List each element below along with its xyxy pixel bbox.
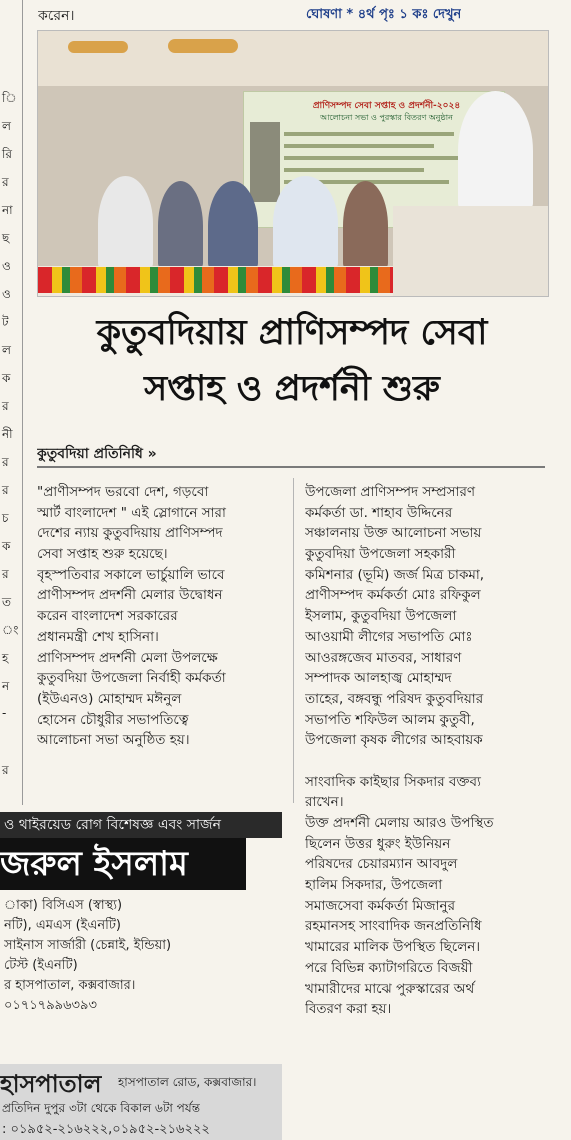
cropped-text-fragment: ও (2, 287, 11, 301)
cropped-text-fragment: হ (2, 651, 9, 665)
article-line: প্রধানমন্ত্রী শেখ হাসিনা। (37, 628, 159, 645)
top-left-fragment: করেন। (38, 8, 75, 24)
cropped-text-fragment: ি (2, 91, 17, 105)
cropped-text-fragment: র (2, 175, 9, 189)
article-line: বৃহস্পতিবার সকালে ভার্চুয়ালি ভাবে (37, 566, 225, 583)
article-line: প্রাণীসম্পদ প্রদর্শনী মেলার উদ্বোধন (37, 587, 223, 604)
article-line: হালিম সিকদার, উপজেলা (305, 877, 443, 894)
ad-credential-line: ০১৭১৭৯৯৬৩৯৩ (4, 998, 97, 1013)
ad-time: প্রতিদিন দুপুর ৩টা থেকে বিকাল ৬টা পর্যন্ত (2, 1101, 200, 1115)
article-line: প্রাণীসম্পদ কর্মকর্তা মোঃ রফিকুল (305, 587, 481, 604)
cropped-text-fragment: ছ (2, 231, 10, 245)
article-line: সঞ্চালনায় উক্ত আলোচনা সভায় (305, 525, 482, 542)
article-line: আওয়ামী লীগের সভাপতি মোঃ (305, 628, 473, 645)
column-divider (22, 0, 23, 805)
article-line: পরে বিভিন্ন ক্যাটাগরিতে বিজয়ী (305, 959, 473, 976)
article-line: তাহের, বঙ্গবন্ধু পরিষদ কুতুবদিয়ার (305, 690, 484, 707)
article-line: খামারীদের মাঝে পুরুস্কারের অর্থ (305, 980, 475, 997)
article-line: পরিষদের চেয়ারম্যান আবদুল (305, 856, 458, 873)
article-line: সমাজসেবা কর্মকর্তা মিজানুর (305, 897, 456, 914)
banner-text-line (284, 168, 424, 172)
cropped-text-fragment: ং (2, 623, 19, 637)
article-line: "প্রাণীসম্পদ ভরবো দেশ, গড়বো (37, 484, 209, 500)
doctor-advertisement (0, 812, 282, 1140)
ad-address: হাসপাতাল রোড, কক্সবাজার। (118, 1075, 257, 1089)
column-rule (293, 478, 294, 803)
article-line: উক্ত প্রদর্শনী মেলায় আরও উপস্থিত (305, 815, 494, 831)
article-line: উপজেলা প্রাণিসম্পদ সম্প্রসারণ (305, 484, 476, 500)
headline-line-1: কুতুবদিয়ায় প্রাণিসম্পদ সেবা (96, 313, 488, 353)
article-line: স্মার্ট বাংলাদেশ " এই স্লোগানে সারা (37, 504, 226, 521)
cropped-text-fragment: ত (2, 595, 12, 609)
article-line: কর্মকর্তা ডা. শাহাব উদ্দিনের (305, 504, 453, 521)
news-photo (37, 30, 549, 297)
article-line: সভাপতি শফিউল আলম কুতুবী, (305, 711, 475, 728)
article-line: কমিশনার (ভূমি) জর্জ মিত্র চাকমা, (305, 566, 485, 583)
ad-doctor-name: জরুল ইসলাম (0, 838, 246, 890)
cropped-text-fragment: র (2, 763, 9, 777)
ad-hospital-block (0, 1064, 282, 1140)
continuation-note: ঘোষণা * ৪র্থ পৃঃ ১ কঃ দেখুন (306, 7, 462, 22)
attendee (98, 176, 153, 271)
article-line: খামারের মালিক উপস্থিত ছিলেন। (305, 939, 481, 956)
tent-canopy (38, 31, 548, 86)
ad-phone: : ০১৯৫২-২১৬২২২,০১৯৫২-২১৬২২২ (2, 1122, 210, 1137)
cropped-text-fragment: চ (2, 511, 9, 525)
banner-title: প্রাণিসম্পদ সেবা সপ্তাহ ও প্রদর্শনী-২০২৪ (312, 101, 461, 111)
article-line: রাখেন। (305, 794, 344, 811)
cropped-text-fragment: ট (2, 315, 9, 329)
ad-credential-line: নটি), এমএস (ইএনটি) (4, 918, 121, 933)
cropped-text-fragment: ক (2, 371, 11, 385)
article-column-1 (37, 482, 282, 751)
cropped-text-fragment: র (2, 455, 9, 469)
article-column-2 (305, 482, 545, 1020)
banner-text-line (284, 156, 459, 160)
article-line: বিতরণ করা হয়। (305, 1001, 392, 1018)
speaker (458, 91, 533, 211)
article-line: দেশের ন্যায় কুতুবদিয়ায় প্রাণিসম্পদ (37, 525, 223, 542)
article-line: ছিলেন উত্তর ধুরুং ইউনিয়ন (305, 835, 451, 852)
ceiling-lamp (168, 39, 238, 53)
ad-specialty: ও থাইরয়েড রোগ বিশেষজ্ঞ এবং সার্জন (0, 812, 282, 838)
banner-text-line (284, 144, 434, 148)
cropped-text-fragment: ও (2, 259, 11, 273)
ad-credential-line: সাইনাস সার্জারী (চেন্নাই, ইন্ডিয়া) (4, 938, 172, 953)
byline: কুতুবদিয়া প্রতিনিধি » (37, 446, 157, 462)
banner-portrait (250, 122, 280, 202)
article-line: হোসেন চৌধুরীর সভাপতিত্বে (37, 711, 189, 728)
left-edge-column (0, 0, 22, 805)
cropped-text-fragment: র (2, 483, 9, 497)
headline (37, 305, 547, 417)
ad-credential-line: র হাসপাতাল, কক্সবাজার। (4, 978, 136, 993)
ad-credential-line: টেস্ট (ইএনটি) (4, 958, 78, 973)
article-line: সাংবাদিক কাইছার সিকদার বক্তব্য (305, 773, 481, 790)
cropped-text-fragment: রি (2, 147, 13, 161)
attendee (158, 181, 203, 271)
flower-decoration (38, 267, 398, 293)
article-line: উপজেলা কৃষক লীগের আহবায়ক (305, 732, 483, 749)
attendee (208, 181, 258, 271)
cropped-text-fragment: ন (2, 679, 10, 693)
article-line: ইসলাম, কুতুবদিয়া উপজেলা (305, 608, 457, 625)
article-line: করেন বাংলাদেশ সরকারের (37, 608, 178, 625)
cropped-text-fragment: না (2, 203, 13, 217)
cropped-text-fragment: ক (2, 539, 11, 553)
article-line: সেবা সপ্তাহ শুরু হয়েছে। (37, 546, 168, 563)
article-line: আওরঙ্গজেব মাতবর, সাধারণ (305, 649, 462, 666)
ceiling-lamp (68, 41, 128, 53)
cropped-text-fragment: ল (2, 119, 11, 133)
podium (393, 206, 548, 297)
article-line: কুতুবদিয়া উপজেলা সহকারী (305, 546, 456, 563)
banner-text-line (284, 132, 454, 136)
cropped-text-fragment: নী (2, 427, 13, 441)
article-line: (ইউএনও) মোহাম্মদ মঈনুল (37, 690, 182, 707)
cropped-text-fragment: ল (2, 343, 11, 357)
cropped-text-fragment: র (2, 399, 9, 413)
ad-hospital-name: হাসপাতাল (0, 1070, 102, 1098)
cropped-text-fragment: র (2, 567, 9, 581)
attendee (343, 181, 388, 271)
ad-credential-line: াকা) বিসিএস (স্বাস্থ্য) (4, 898, 123, 913)
byline-rule (37, 466, 545, 468)
article-line: রহমানসহ সাংবাদিক জনপ্রতিনিধি (305, 918, 482, 935)
attendee (273, 176, 338, 271)
article-line: কুতুবদিয়া উপজেলা নির্বাহী কর্মকর্তা (37, 670, 226, 687)
headline-line-2: সপ্তাহ ও প্রদর্শনী শুরু (144, 369, 440, 409)
article-line (305, 751, 545, 772)
cropped-text-fragment: - (2, 706, 7, 720)
banner-subtitle: আলোচনা সভা ও পুরস্কার বিতরণ অনুষ্ঠান (320, 113, 453, 122)
article-line: আলোচনা সভা অনুষ্ঠিত হয়। (37, 732, 190, 749)
article-line: প্রাণিসম্পদ প্রদর্শনী মেলা উপলক্ষে (37, 649, 218, 666)
article-line: সম্পাদক আলহাজ্ব মোহাম্মদ (305, 670, 452, 687)
